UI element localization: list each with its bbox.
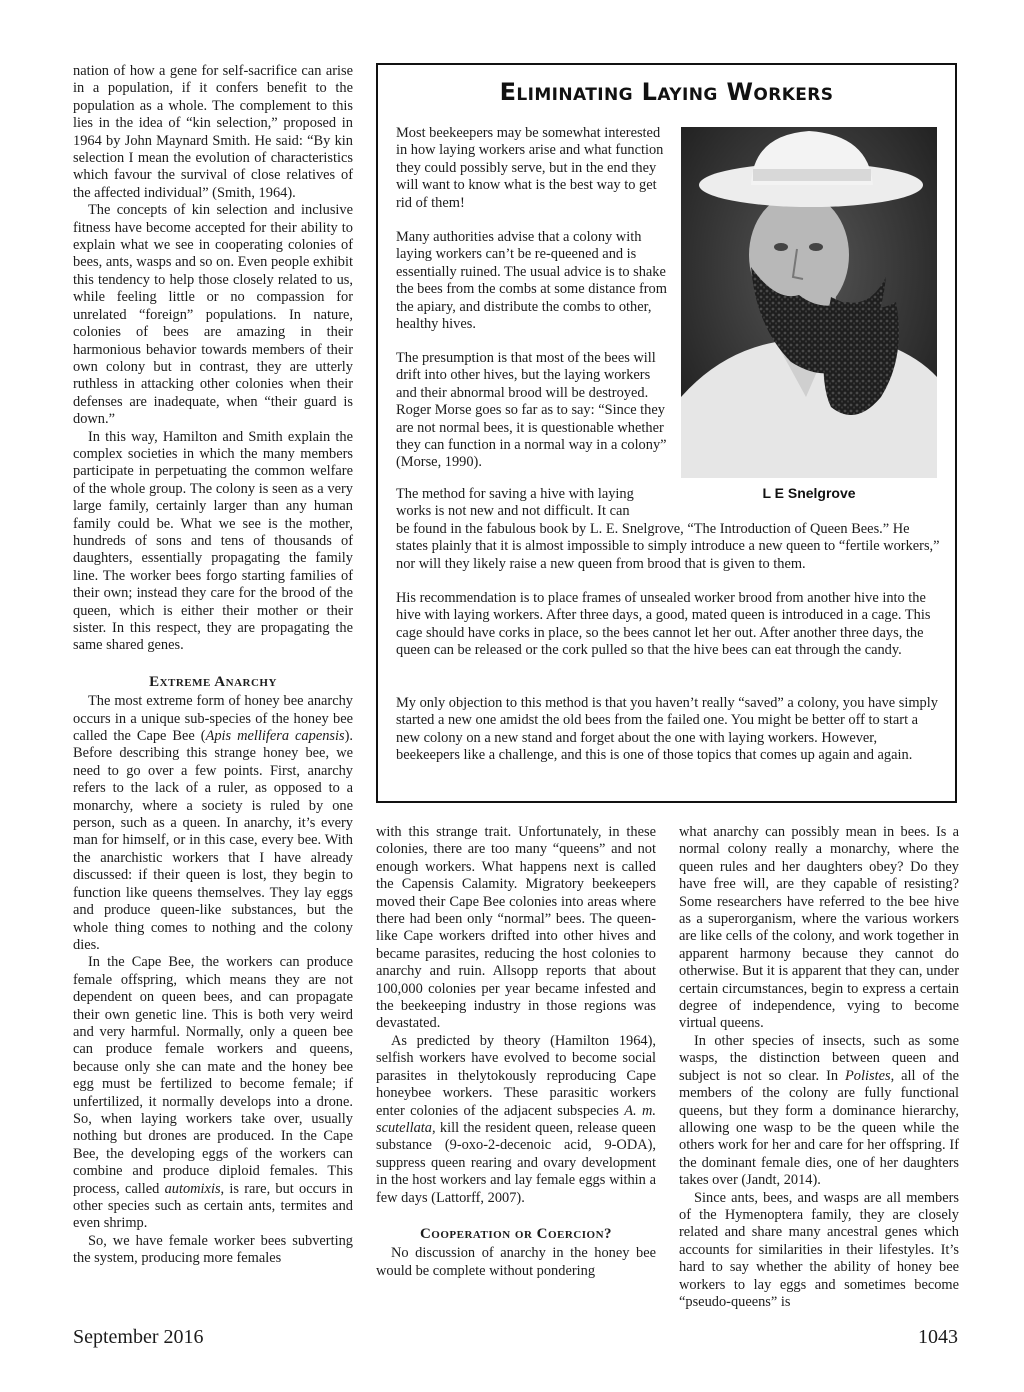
sidebar-title: Eliminating Laying Workers [499, 78, 834, 106]
species-name: Apis mellifera capensis [205, 728, 345, 745]
text-run: be found in the fabulous book by L. E. Snelgrove, “The Introduction of Queen Bees.” He states plainly that it is almost impossible to simply introduce a new queen to “fertile workers,” nor will they likely raise a new queen from brood that is given to them. [396, 520, 940, 572]
section-heading-extreme-anarchy: Extreme Anarchy [149, 673, 277, 690]
sidebar-box [376, 63, 957, 803]
text-run: ). Before describing this strange honey bee, we need to go over a few points. First, anarchy refers to the lack of a ruler, as opposed to a monarchy, where a society is ruled by one person, such as a queen. In anarchy, it’s every man for himself, or in this case, every bee. With the anarchistic workers that I have already discussed: if their queen is lost, they begin to function like queens themselves. They lay eggs and produce queen-like substances, but the whole thing comes to nothing and the colony dies. [73, 728, 353, 953]
text-run: The most extreme form of honey bee anarchy occurs in a unique sub-species of the honey bee called the Cape Bee ( [73, 693, 353, 745]
body-paragraph: nation of how a gene for self-sacrifice can arise in a population, if it confers benefit to the population as a whole. The complement to this lies in the idea of “kin selection,” proposed in 1964 by John Maynard Smith. He said: “By kin selection I mean the evolution of characteristics which favour the survival of close relatives of the affected individual” (Smith, 1964). [73, 63, 353, 201]
body-paragraph [376, 1033, 656, 1207]
right-column [679, 824, 959, 1311]
portrait-photo [681, 127, 937, 478]
middle-column [376, 824, 656, 1280]
photo-caption: L E Snelgrove [762, 485, 856, 501]
text-run: As predicted by theory (Hamilton 1964), selfish workers have evolved to become social parasites in thelytokously reproducing Cape honeybee workers. These parasitic workers enter colonies of the adjacent subspecies [376, 1032, 656, 1119]
sidebar-paragraph: Many authorities advise that a colony with laying workers can’t be re-queened and is essentially ruined. The usual advice is to shake the bees from the combs at some distance from the apiary, and distribute the combs to other, healthy hives. [396, 229, 667, 333]
text-run: , all of the members of the colony are fully functional queens, but they form a dominance hierarchy, allowing one wasp to be the queen while the others work for her and care for her offspring. If the dominant female dies, one of her daughters takes over (Jandt, 2014). [679, 1067, 960, 1189]
body-paragraph: No discussion of anarchy in the honey bee would be complete without pondering [376, 1245, 656, 1279]
body-paragraph: with this strange trait. Unfortunately, in these colonies, there are too many “queens” and not enough workers. What happens next is called the Capensis Calamity. Migratory beekeepers moved their Cape Bee colonies into areas where there had been only “normal” bees. The queen-like Cape workers drifted into other hives and became parasites, reducing the host colonies to anarchy and ruin. Allsopp reports that about 100,000 colonies per year became infested and the beekeeping industry in those regions was devastated. [376, 824, 656, 1032]
body-paragraph: In this way, Hamilton and Smith explain the complex societies in which the many members participate in perpetuating the common welfare of the whole group. The colony is seen as a very large family, certainly larger than any human family could be. What we see is the mother, hundreds of sons and tens of thousands of daughters, essentially propagating the family line. The worker bees forgo starting families of their own; instead they care for the brood of the queen, which is either their mother or their sister. In this respect, they are propagating the same shared genes. [73, 428, 353, 654]
body-paragraph [679, 1033, 959, 1190]
text-run: In the Cape Bee, the workers can produce female offspring, which means they are not dependent on queen bees, and can propagate their own genetic line. This is both very weird and very harmful. Normally, only a queen bee can produce female workers and queens, because only she can mate and the honey bee egg must be fertilized to become female; if unfertilized, it normally develops into a drone. So, when laying workers take over, usually nothing but drones are produced. In the Cape Bee, the developing eggs of the workers can combine and produce diploid females. This process, called [73, 954, 353, 1197]
text-run: In other species of insects, such as some wasps, the distinction between queen and subject is not so clear. In [679, 1032, 959, 1084]
section-heading-cooperation-or-coercion: Cooperation or Coercion? [419, 1225, 613, 1242]
body-paragraph: The concepts of kin selection and inclusive fitness have become accepted for their ability to explain what we see in cooperating colonies of bees, ants, wasps and so on. Even people exhibit this tendency to help those closely related to us, while feeling little or no compassion for unrelated “foreign” populations. In nature, colonies of bees are amazing in their harmonious behavior towards members of their own colony but in contrast, they are utterly ruthless in attacking other colonies when their defenses are inadequate, when “their guard is down.” [73, 202, 353, 428]
text-run: , kill the resident queen, release queen substance (9-oxo-2-decenoic acid, 9-ODA), suppress queen rearing and ovary development in the host workers and lay female eggs within a few days (Lattorff, 2007). [376, 1119, 656, 1206]
footer-date: September 2016 [73, 1326, 204, 1348]
body-paragraph [73, 693, 353, 954]
left-column [73, 63, 353, 1268]
species-name: A. m. scutellata [376, 1102, 656, 1136]
sidebar-paragraph: Most beekeepers may be somewhat interested in how laying workers arise and what function they could possibly serve, but in the end they will want to know what is the best way to get rid of them! [396, 125, 664, 211]
term-italic: automixis [164, 1180, 221, 1197]
body-paragraph: Since ants, bees, and wasps are all members of the Hymenoptera family, they are closely related and share many ancestral genes which accounts for similarities in their lifestyles. It’s hard to say whether the ability of honey bee workers to lay eggs and sometimes become “pseudo-queens” is [679, 1189, 959, 1310]
body-paragraph [73, 954, 353, 1233]
body-paragraph: what anarchy can possibly mean in bees. Is a normal colony really a monarchy, where the queen rules and her daughters obey? Do they have free will, are they capable of resisting? Some researchers have referred to the bee hive as a superorganism, where the various workers are like cells of the colony, and work together in apparent harmony because they cannot do otherwise. But it is apparent that they can, under certain circumstances, begin to express a certain degree of independence, vying to become virtual queens. [679, 824, 959, 1032]
text-run: , is rare, but occurs in other species such as certain ants, termites and even shrimp. [73, 1180, 353, 1232]
sidebar-paragraph: My only objection to this method is that you haven’t really “saved” a colony, you have simply started a new one amidst the old bees from the failed one. You might be better off to start a new colony on a new stand and forget about the one with laying workers. However, beekeepers like a challenge, and this is one of those topics that comes up again and again. [396, 695, 938, 764]
portrait-illustration [681, 127, 937, 478]
text-line: The method for saving a hive with laying [396, 486, 634, 502]
page-number: 1043 [918, 1326, 958, 1348]
sidebar-paragraph: His recommendation is to place frames of unsealed worker brood from another hive into the hive with laying workers. After three days, a good, mated queen is introduced in a cage. This cage should have corks in place, so the bees cannot let her out. After another three days, the queen can be released or the cork pulled so that the hive bees can eat through the candy. [396, 590, 931, 659]
sidebar-paragraph: The presumption is that most of the bees will drift into other hives, but the laying workers and their abnormal brood will be destroyed. Roger Morse goes so far as to say: “Since they are not normal bees, it is questionable whether they can function in a normal way in a colony” (Morse, 1990). [396, 350, 667, 471]
text-line: works is not new and not difficult. It can [396, 503, 630, 520]
genus-name: Polistes [845, 1067, 891, 1084]
body-paragraph: So, we have female worker bees subverting the system, producing more females [73, 1232, 353, 1267]
